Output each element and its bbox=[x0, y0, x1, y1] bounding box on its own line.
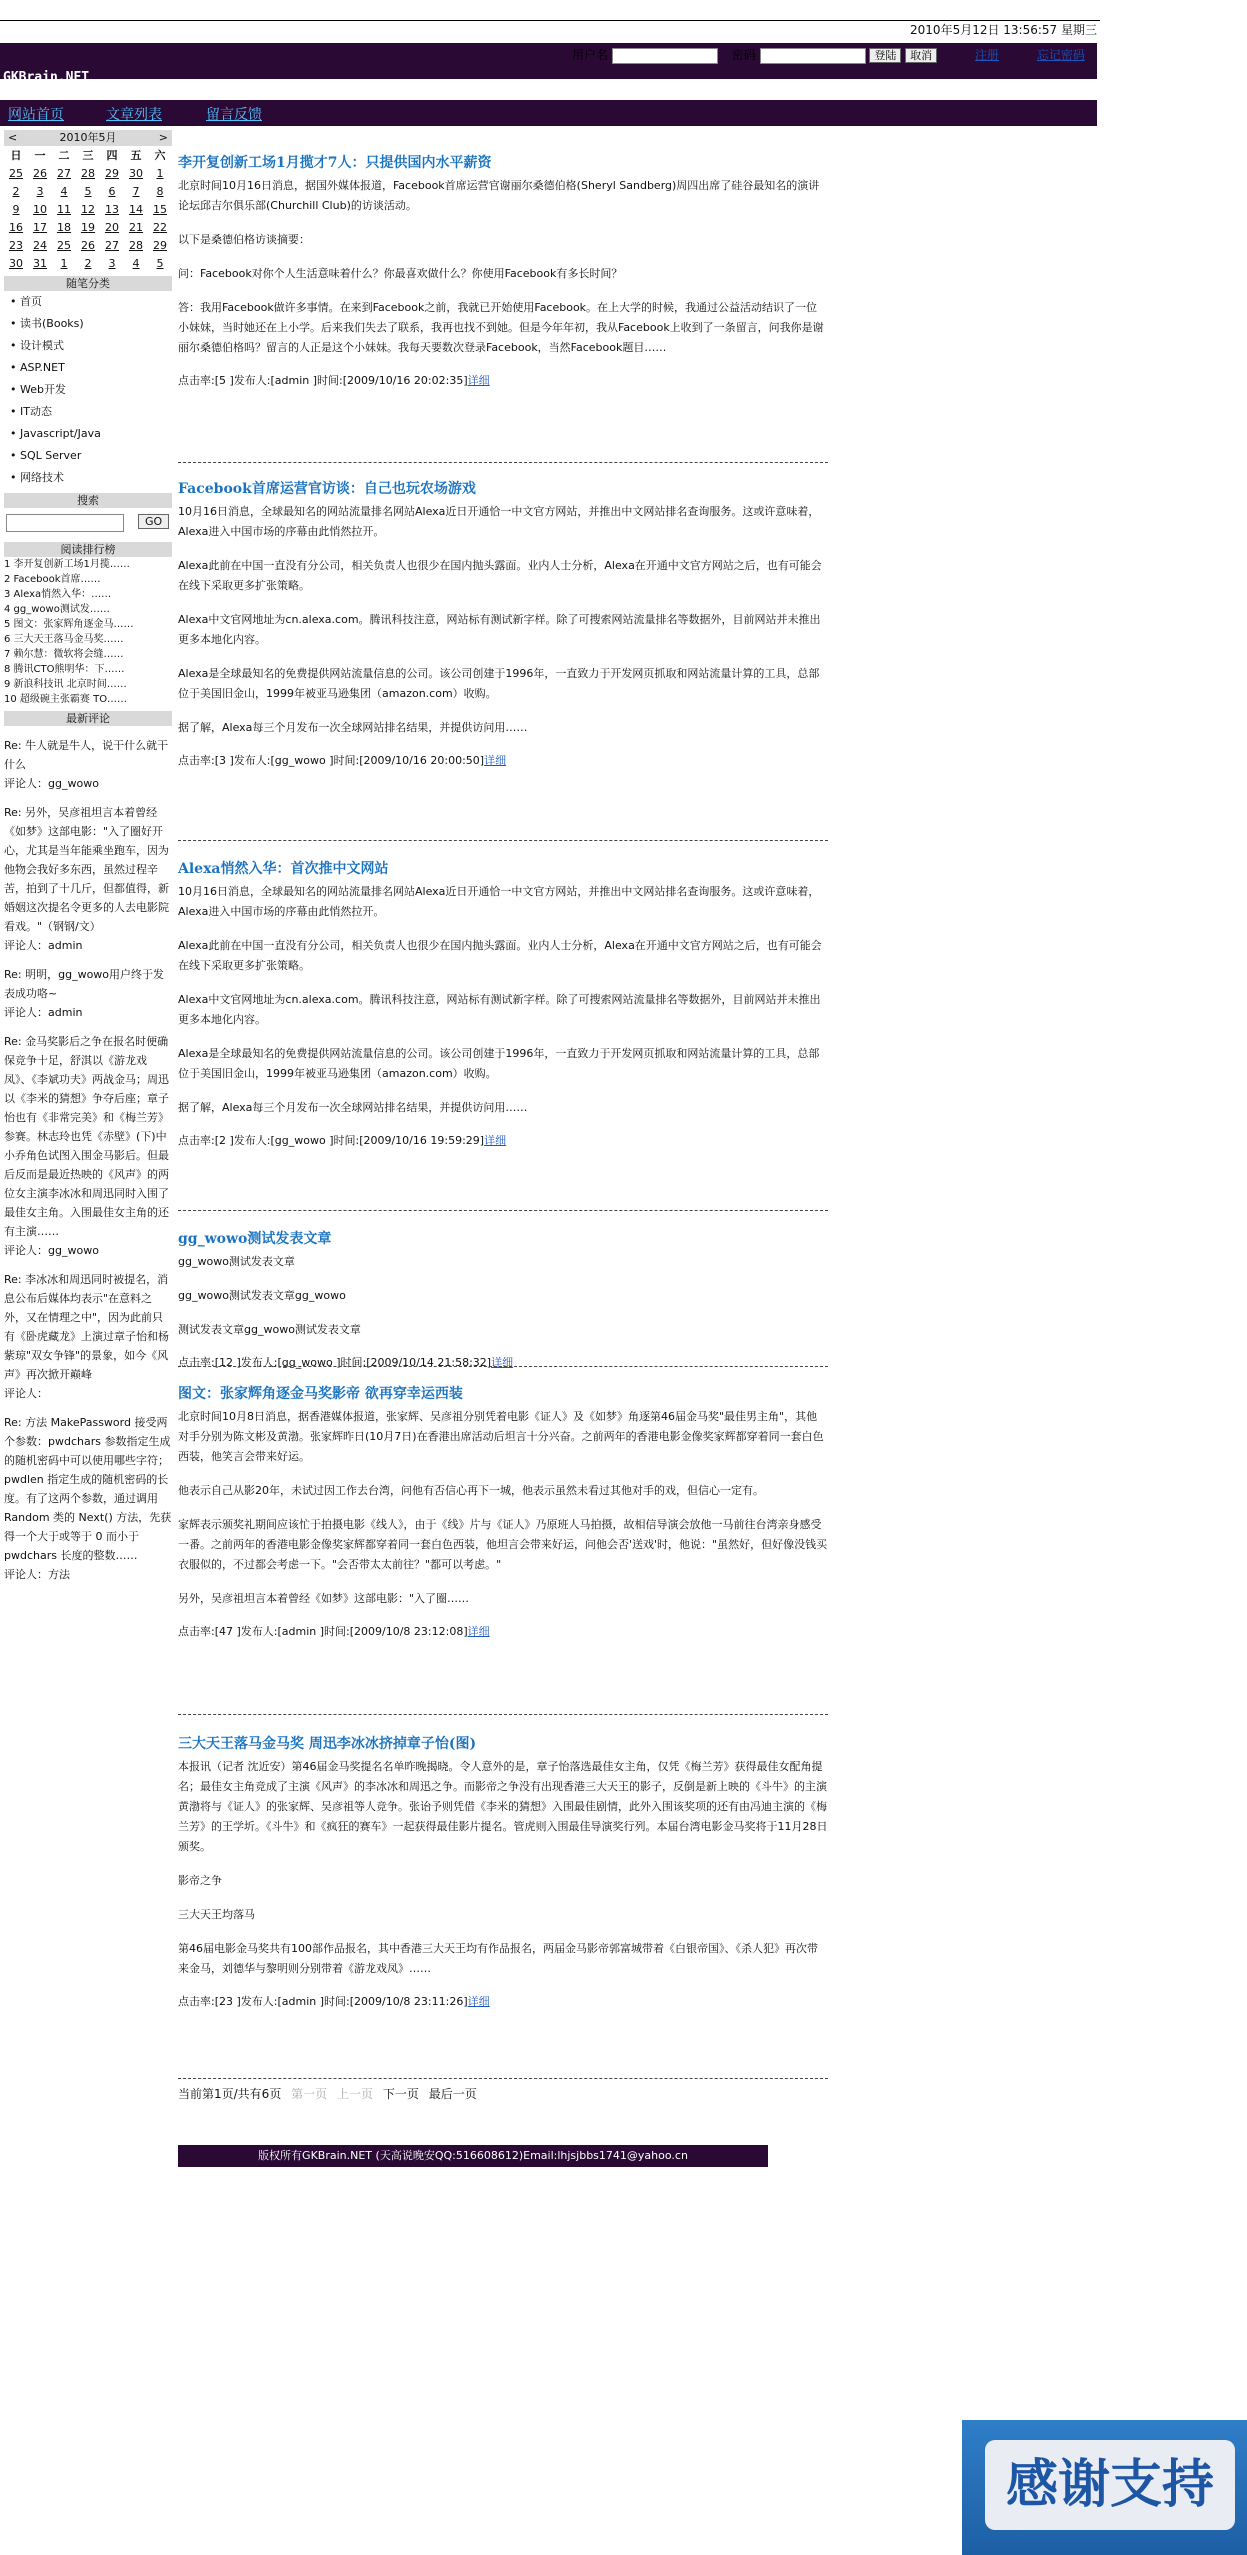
read-more-link[interactable]: 详细 bbox=[467, 1625, 490, 1638]
article-paragraph: Alexa此前在中国一直没有分公司，相关负责人也很少在国内抛头露面。业内人士分析，Alexa在开通中文官方网站之后，也有可能会在线下采取更多扩张策略。 bbox=[178, 559, 822, 592]
article bbox=[178, 858, 828, 1148]
calendar-day[interactable]: 15 bbox=[153, 202, 167, 216]
calendar bbox=[4, 146, 172, 272]
rank-item[interactable]: 8 腾讯CTO熊明华：下…… bbox=[4, 664, 125, 675]
article-separator bbox=[178, 2078, 828, 2079]
weekday: 六 bbox=[154, 149, 166, 162]
calendar-day[interactable]: 16 bbox=[9, 220, 23, 234]
article-paragraph: 家辉表示颁奖礼期间应该忙于拍摄电影《线人》，由于《线》片与《证人》乃原班人马拍摄，故相信导演会放他一马前往台湾亲身感受一番。之前两年的香港电影金像奖家辉都穿着同一套白色西装，他坦言会带来好运，问他会否'送戏'时，他说："虽然好，但好像没钱买衣服似的，不过都会考虑一下。"会否带太太前往？"都可以考虑。" bbox=[178, 1518, 828, 1571]
article-paragraph: 他表示自己从影20年，未试过因工作去台湾，问他有否信心再下一城，他表示虽然未看过其他对手的戏，但信心一定有。 bbox=[178, 1484, 764, 1497]
comment-title: 最新评论 bbox=[4, 711, 172, 726]
article-body bbox=[178, 1757, 828, 1979]
article-meta bbox=[178, 1993, 828, 2009]
calendar-day[interactable]: 24 bbox=[33, 238, 47, 252]
sidebar bbox=[4, 130, 172, 1584]
calendar-day[interactable]: 14 bbox=[129, 202, 143, 216]
article-separator bbox=[178, 462, 828, 463]
article bbox=[178, 152, 828, 388]
calendar-day[interactable]: 26 bbox=[81, 238, 95, 252]
calendar-day[interactable]: 10 bbox=[33, 202, 47, 216]
password-input[interactable] bbox=[760, 48, 866, 64]
category-item[interactable] bbox=[4, 335, 172, 357]
article-paragraph: 10月16日消息，全球最知名的网站流量排名网站Alexa近日开通恰一中文官方网站，并推出中文网站排名查询服务。这或许意味着，Alexa进入中国市场的序幕由此悄然拉开。 bbox=[178, 885, 820, 918]
category-list bbox=[4, 291, 172, 489]
article-separator bbox=[178, 1714, 828, 1715]
bullet-icon: • bbox=[10, 339, 20, 352]
pager bbox=[178, 2085, 477, 2102]
calendar-day[interactable]: 28 bbox=[81, 166, 95, 180]
calendar-month: 2010年5月 bbox=[59, 131, 117, 144]
calendar-day[interactable]: 25 bbox=[57, 238, 71, 252]
pager-next[interactable]: 下一页 bbox=[382, 2087, 419, 2101]
calendar-day[interactable]: 30 bbox=[129, 166, 143, 180]
calendar-day[interactable]: 26 bbox=[33, 166, 47, 180]
category-label: Javascript/Java bbox=[20, 427, 101, 440]
rank-title: 阅读排行榜 bbox=[4, 542, 172, 557]
comment-author: 评论人：gg_wowo bbox=[4, 1244, 99, 1257]
rank-item[interactable]: 4 gg_wowo测试发…… bbox=[4, 604, 110, 615]
calendar-day[interactable]: 27 bbox=[105, 238, 119, 252]
pager-prev: 上一页 bbox=[337, 2087, 374, 2101]
category-item[interactable] bbox=[4, 313, 172, 335]
calendar-day[interactable]: 4 bbox=[132, 256, 140, 270]
category-label: ASP.NET bbox=[20, 361, 65, 374]
calendar-day[interactable]: 6 bbox=[108, 184, 116, 198]
comment-text[interactable]: Re: 方法 MakePassword 接受两个参数：pwdchars 参数指定生成的随机密码中可以使用哪些字符；pwdlen 指定生成的随机密码的长度。有了这两个参数，通过调用 Random 类的 Next() 方法，先获得一个大于或等于 0 而小于 pwdchars 长度的整数…… bbox=[4, 1416, 172, 1562]
bullet-icon: • bbox=[10, 471, 20, 484]
article-paragraph: 第46届电影金马奖共有100部作品报名，其中香港三大天王均有作品报名，两届金马影帝郭富城带着《白银帝国》、《杀人犯》再次带来金马，刘德华与黎明则分别带着《游龙戏凤》…… bbox=[178, 1942, 818, 1975]
comment-list bbox=[4, 736, 172, 1584]
weekday: 二 bbox=[58, 149, 70, 162]
comment-text[interactable]: Re: 另外，吴彦祖坦言本着曾经《如梦》这部电影："入了圈好开心，尤其是当年能乘坐跑车，因为他物会我好多东西，虽然过程辛苦，拍到了十几斤，但都值得，新婚姻这次提名令更多的人去电影院看戏。"（钢钢/文） bbox=[4, 806, 169, 933]
article-paragraph: Alexa中文官网地址为cn.alexa.com。腾讯科技注意，网站标有测试新字样。除了可搜索网站流量排名等数据外，目前网站并未推出更多本地化内容。 bbox=[178, 613, 821, 646]
calendar-day[interactable]: 27 bbox=[57, 166, 71, 180]
bullet-icon: • bbox=[10, 405, 20, 418]
site-brand: GKBrain.NET bbox=[3, 70, 90, 85]
username-label: 用户名 bbox=[572, 48, 609, 62]
comment-text[interactable]: Re: 明明，gg_wowo用户终于发表成功咯~ bbox=[4, 968, 165, 1000]
comment-author: 评论人：admin bbox=[4, 939, 83, 952]
calendar-day[interactable]: 8 bbox=[156, 184, 164, 198]
category-item[interactable] bbox=[4, 445, 172, 467]
category-label: Web开发 bbox=[20, 383, 66, 396]
calendar-day[interactable]: 9 bbox=[12, 202, 20, 216]
calendar-header bbox=[4, 130, 172, 146]
weekday: 四 bbox=[106, 149, 118, 162]
article-meta-info: 点击率:[3 ]发布人:[gg_wowo ]时间:[2009/10/16 20:00:50] bbox=[178, 754, 485, 767]
article-paragraph: 以下是桑德伯格访谈摘要： bbox=[178, 233, 310, 246]
category-item[interactable] bbox=[4, 379, 172, 401]
pager-first: 第一页 bbox=[291, 2087, 328, 2101]
article-title[interactable]: 图文：张家辉角逐金马奖影帝 欲再穿幸运西装 bbox=[178, 1386, 463, 1402]
calendar-day[interactable]: 1 bbox=[60, 256, 68, 270]
read-more-link[interactable]: 详细 bbox=[491, 1356, 514, 1369]
article-separator bbox=[178, 1210, 828, 1211]
calendar-day[interactable]: 7 bbox=[132, 184, 140, 198]
password-label: 密码 bbox=[731, 48, 756, 62]
cancel-button[interactable]: 取消 bbox=[905, 48, 937, 63]
article-paragraph: 影帝之争 bbox=[178, 1874, 222, 1887]
article-paragraph: Alexa此前在中国一直没有分公司，相关负责人也很少在国内抛头露面。业内人士分析，Alexa在开通中文官方网站之后，也有可能会在线下采取更多扩张策略。 bbox=[178, 939, 822, 972]
article-paragraph: 问：Facebook对你个人生活意味着什么？你最喜欢做什么？你使用Facebook有多长时间？ bbox=[178, 267, 623, 280]
calendar-day[interactable]: 2 bbox=[84, 256, 92, 270]
calendar-day[interactable]: 22 bbox=[153, 220, 167, 234]
comment-text[interactable]: Re: 牛人就是牛人，说干什么就干什么 bbox=[4, 739, 169, 771]
article-paragraph: 据了解，Alexa每三个月发布一次全球网站排名结果，并提供访问用…… bbox=[178, 1101, 528, 1114]
article-separator bbox=[178, 840, 828, 841]
category-label: 读书(Books) bbox=[20, 317, 84, 330]
calendar-day[interactable]: 20 bbox=[105, 220, 119, 234]
thanks-text: 感谢支持 bbox=[985, 2440, 1235, 2530]
nav-feedback[interactable]: 留言反馈 bbox=[206, 107, 262, 123]
nav-articles[interactable]: 文章列表 bbox=[106, 107, 162, 123]
category-label: SQL Server bbox=[20, 449, 82, 462]
article-title[interactable]: 三大天王落马金马奖 周迅李冰冰挤掉章子怡(图) bbox=[178, 1736, 477, 1752]
article-title[interactable]: Facebook首席运营官访谈：自己也玩农场游戏 bbox=[178, 481, 476, 497]
article-paragraph: 据了解，Alexa每三个月发布一次全球网站排名结果，并提供访问用…… bbox=[178, 721, 528, 734]
article-paragraph: 三大天王均落马 bbox=[178, 1908, 255, 1921]
datetime: 2010年5月12日 13:56:57 星期三 bbox=[910, 23, 1097, 37]
article-body bbox=[178, 176, 828, 358]
read-more-link[interactable]: 详细 bbox=[484, 1134, 507, 1147]
calendar-prev-button[interactable]: < bbox=[8, 131, 18, 144]
article bbox=[178, 1228, 828, 1370]
calendar-day[interactable]: 4 bbox=[60, 184, 68, 198]
bullet-icon: • bbox=[10, 427, 20, 440]
comment-text[interactable]: Re: 金马奖影后之争在报名时便确保竞争十足，舒淇以《游龙戏凤》、《李斌功夫》两战金马；周迅以《李米的猜想》争夺后座；章子怡也有《非常完美》和《梅兰芳》参赛。林志玲也凭《赤壁》(下)中小乔角色试图入围金马影后。但最后反而是最近热映的《风声》的两位女主演李冰冰和周迅同时入围了最佳女主角。入围最佳女主角的还有主演…… bbox=[4, 1035, 169, 1238]
bullet-icon: • bbox=[10, 449, 20, 462]
calendar-day[interactable]: 23 bbox=[9, 238, 23, 252]
register-link[interactable]: 注册 bbox=[975, 48, 1000, 62]
rank-item[interactable]: 10 超级碗主张霸赛 TO…… bbox=[4, 694, 128, 705]
category-label: IT动态 bbox=[20, 405, 52, 418]
article-body bbox=[178, 1252, 828, 1340]
calendar-day[interactable]: 2 bbox=[12, 184, 20, 198]
bullet-icon: • bbox=[10, 295, 20, 308]
search-button[interactable]: GO bbox=[138, 514, 169, 529]
article-body bbox=[178, 882, 828, 1118]
calendar-day[interactable]: 19 bbox=[81, 220, 95, 234]
comment-author: 评论人：admin bbox=[4, 1006, 83, 1019]
weekday: 五 bbox=[130, 149, 142, 162]
calendar-day[interactable]: 29 bbox=[153, 238, 167, 252]
article-paragraph: 北京时间10月16日消息，据国外媒体报道，Facebook首席运营官谢丽尔桑德伯格(Sheryl Sandberg)周四出席了硅谷最知名的演讲论坛邱吉尔俱乐部(Churchill Club)的访谈活动。 bbox=[178, 179, 820, 212]
rank-list bbox=[4, 557, 172, 707]
calendar-day[interactable]: 28 bbox=[129, 238, 143, 252]
article-body bbox=[178, 502, 828, 738]
weekday: 三 bbox=[82, 149, 94, 162]
article-paragraph: 10月16日消息，全球最知名的网站流量排名网站Alexa近日开通恰一中文官方网站，并推出中文网站排名查询服务。这或许意味着，Alexa进入中国市场的序幕由此悄然拉开。 bbox=[178, 505, 820, 538]
calendar-day[interactable]: 5 bbox=[84, 184, 92, 198]
calendar-day[interactable]: 25 bbox=[9, 166, 23, 180]
calendar-day[interactable]: 5 bbox=[156, 256, 164, 270]
rank-item[interactable]: 6 三大天王落马金马奖…… bbox=[4, 634, 124, 645]
calendar-day[interactable]: 30 bbox=[9, 256, 23, 270]
bullet-icon: • bbox=[10, 317, 20, 330]
rank-item[interactable]: 7 赖尔慧：微软将会缝…… bbox=[4, 649, 124, 660]
article-title[interactable]: 李开复创新工场1月揽才7人：只提供国内水平薪资 bbox=[178, 155, 492, 171]
calendar-day[interactable]: 17 bbox=[33, 220, 47, 234]
article-meta bbox=[178, 372, 828, 388]
category-item[interactable] bbox=[4, 423, 172, 445]
category-label: 网络技术 bbox=[20, 471, 64, 484]
bullet-icon: • bbox=[10, 383, 20, 396]
category-item[interactable] bbox=[4, 401, 172, 423]
article-meta bbox=[178, 752, 828, 768]
article-meta-info: 点击率:[23 ]发布人:[admin ]时间:[2009/10/8 23:11:26] bbox=[178, 1995, 468, 2008]
pager-info: 当前第1页/共有6页 bbox=[178, 2087, 282, 2101]
rank-item[interactable]: 5 图文：张家辉角逐金马…… bbox=[4, 619, 134, 630]
comment-text[interactable]: Re: 李冰冰和周迅同时被提名，消息公布后媒体均表示"在意料之外，又在情理之中"，因为此前只有《卧虎藏龙》上演过章子怡和杨紫琼"双女争锋"的景象，如今《风声》再次掀开巅峰 bbox=[4, 1273, 169, 1381]
calendar-day[interactable]: 3 bbox=[108, 256, 116, 270]
search-box bbox=[4, 508, 172, 538]
read-more-link[interactable]: 详细 bbox=[467, 374, 490, 387]
comment-author: 评论人： bbox=[4, 1387, 48, 1400]
calendar-day[interactable]: 18 bbox=[57, 220, 71, 234]
article-meta-info: 点击率:[47 ]发布人:[admin ]时间:[2009/10/8 23:12:08] bbox=[178, 1625, 468, 1638]
article-title[interactable]: Alexa悄然入华：首次推中文网站 bbox=[178, 861, 389, 877]
forgot-password-link[interactable]: 忘记密码 bbox=[1036, 48, 1085, 62]
rank-item[interactable]: 1 李开复创新工场1月揽…… bbox=[4, 559, 130, 570]
nav-bar bbox=[0, 100, 1097, 126]
comment-author: 评论人：gg_wowo bbox=[4, 777, 99, 790]
article-paragraph: 北京时间10月8日消息，据香港媒体报道，张家辉、吴彦祖分别凭着电影《证人》及《如梦》角逐第46届金马奖"最佳男主角"，其他对手分别为陈文彬及黄渤。张家辉昨日(10月7日)在香港出席活动后坦言十分兴奋。之前两年的香港电影金像奖家辉都穿着同一套白色西装，他笑言会带来好运。 bbox=[178, 1410, 824, 1463]
calendar-day[interactable]: 3 bbox=[36, 184, 44, 198]
calendar-day[interactable]: 12 bbox=[81, 202, 95, 216]
article-title[interactable]: gg_wowo测试发表文章 bbox=[178, 1231, 332, 1247]
article bbox=[178, 478, 828, 768]
calendar-day[interactable]: 13 bbox=[105, 202, 119, 216]
article-paragraph: gg_wowo测试发表文章gg_wowo bbox=[178, 1289, 346, 1302]
article-body bbox=[178, 1407, 828, 1609]
calendar-day[interactable]: 31 bbox=[33, 256, 47, 270]
comment-author: 评论人：方法 bbox=[4, 1568, 70, 1581]
footer: 版权所有GKBrain.NET (天高说晚安QQ:516608612)Email:lhjsjbbs1741@yahoo.cn bbox=[178, 2145, 768, 2167]
calendar-day[interactable]: 11 bbox=[57, 202, 71, 216]
username-input[interactable] bbox=[612, 48, 718, 64]
article-paragraph: gg_wowo测试发表文章 bbox=[178, 1255, 295, 1268]
category-label: 首页 bbox=[20, 295, 42, 308]
article-paragraph: 本报讯（记者 沈近安）第46届金马奖提名名单昨晚揭晓。令人意外的是，章子怡落选最佳女主角，仅凭《梅兰芳》获得最佳女配角提名；最佳女主角竞成了主演《风声》的李冰冰和周迅之争。而影帝之争没有出现香港三大天王的影子，反倒是新上映的《斗牛》的主演黄渤将与《证人》的张家辉、吴彦祖等人竞争。张诒予则凭借《李米的猜想》入围最佳剧情，此外入围该奖项的还有由冯迪主演的《梅兰芳》的王学圻。《斗牛》和《疯狂的赛车》一起获得最佳影片提名。管虎则入围最佳导演奖行列。本届台湾电影金马奖将于11月28日颁奖。 bbox=[178, 1760, 828, 1853]
article-meta bbox=[178, 1623, 828, 1639]
weekday: 日 bbox=[10, 149, 22, 162]
pager-last[interactable]: 最后一页 bbox=[428, 2087, 477, 2101]
article-paragraph: Alexa中文官网地址为cn.alexa.com。腾讯科技注意，网站标有测试新字样。除了可搜索网站流量排名等数据外，目前网站并未推出更多本地化内容。 bbox=[178, 993, 821, 1026]
weekday: 一 bbox=[34, 149, 46, 162]
article-paragraph: 测试发表文章gg_wowo测试发表文章 bbox=[178, 1323, 361, 1336]
category-item[interactable] bbox=[4, 357, 172, 379]
read-more-link[interactable]: 详细 bbox=[467, 1995, 490, 2008]
article bbox=[178, 1383, 828, 1639]
rank-item[interactable]: 3 Alexa悄然入华：…… bbox=[4, 589, 112, 600]
article-paragraph: Alexa是全球最知名的免费提供网站流量信息的公司。该公司创建于1996年，一直致力于开发网页抓取和网站流量计算的工具，总部位于美国旧金山，1999年被亚马逊集团（amazon.com）收购。 bbox=[178, 667, 820, 700]
article-paragraph: 答：我用Facebook做许多事情。在来到Facebook之前，我就已开始使用Facebook。在上大学的时候，我通过公益活动结识了一位小妹妹，当时她还在上小学。后来我们失去了联系，我再也找不到她。但是今年年初，我从Facebook上收到了一条留言，问我你是谢丽尔桑德伯格吗？留言的人正是这个小妹妹。我每天要数次登录Facebook，当然Facebook题目…… bbox=[178, 301, 824, 354]
search-input[interactable] bbox=[6, 514, 124, 532]
article-meta bbox=[178, 1132, 828, 1148]
rank-item[interactable]: 9 新浪科技讯 北京时间…… bbox=[4, 679, 127, 690]
category-item[interactable] bbox=[4, 291, 172, 313]
article bbox=[178, 1733, 828, 2009]
search-title: 搜索 bbox=[4, 493, 172, 508]
category-label: 设计模式 bbox=[20, 339, 64, 352]
article-paragraph: 另外，吴彦祖坦言本着曾经《如梦》这部电影："入了圈…… bbox=[178, 1592, 470, 1605]
login-button[interactable]: 登陆 bbox=[869, 48, 901, 63]
calendar-day[interactable]: 1 bbox=[156, 166, 164, 180]
rank-item[interactable]: 2 Facebook首席…… bbox=[4, 574, 101, 585]
category-item[interactable] bbox=[4, 467, 172, 489]
bullet-icon: • bbox=[10, 361, 20, 374]
calendar-next-button[interactable]: > bbox=[158, 131, 168, 144]
calendar-day[interactable]: 21 bbox=[129, 220, 143, 234]
category-title: 随笔分类 bbox=[4, 276, 172, 291]
read-more-link[interactable]: 详细 bbox=[484, 754, 507, 767]
article-meta-info: 点击率:[12 ]发布人:[gg_wowo ]时间:[2009/10/14 21:58:32] bbox=[178, 1356, 492, 1369]
article-meta-info: 点击率:[2 ]发布人:[gg_wowo ]时间:[2009/10/16 19:59:29] bbox=[178, 1134, 485, 1147]
article-paragraph: Alexa是全球最知名的免费提供网站流量信息的公司。该公司创建于1996年，一直致力于开发网页抓取和网站流量计算的工具，总部位于美国旧金山，1999年被亚马逊集团（amazon.com）收购。 bbox=[178, 1047, 820, 1080]
nav-home[interactable]: 网站首页 bbox=[8, 107, 64, 123]
article-meta-info: 点击率:[5 ]发布人:[admin ]时间:[2009/10/16 20:02:35] bbox=[178, 374, 468, 387]
calendar-day[interactable]: 29 bbox=[105, 166, 119, 180]
article-separator bbox=[178, 1366, 828, 1367]
article-meta bbox=[178, 1354, 828, 1370]
login-form bbox=[572, 46, 1085, 64]
